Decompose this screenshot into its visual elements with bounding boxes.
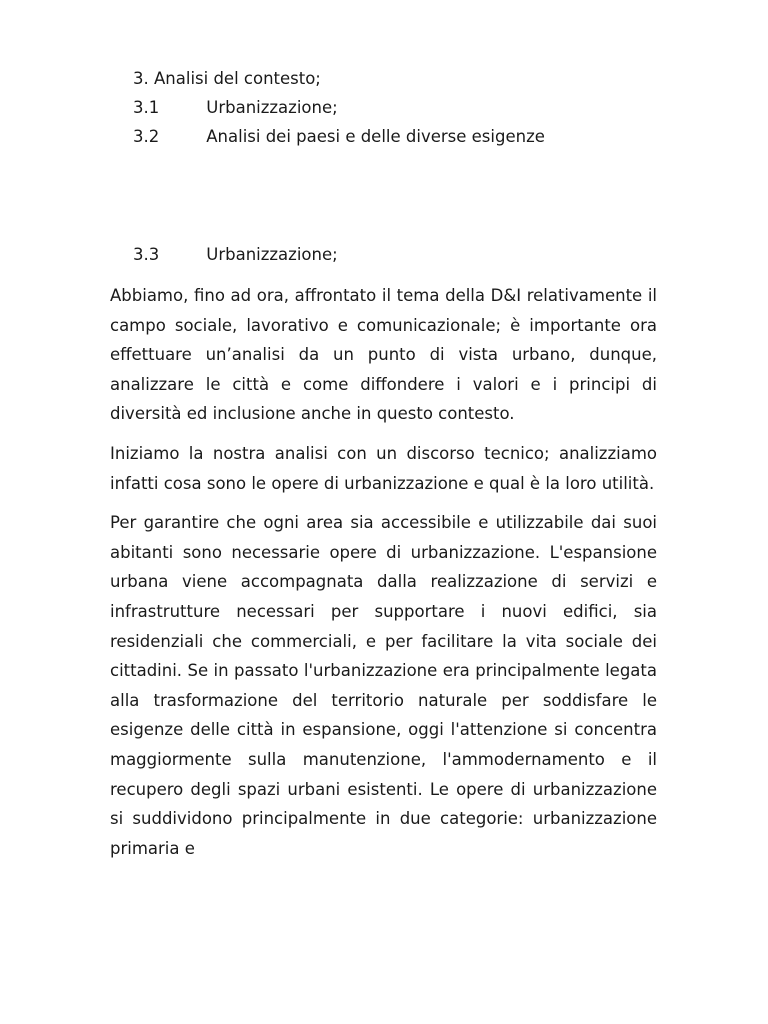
toc-item-3-1 xyxy=(133,93,338,123)
section-title: Urbanizzazione; xyxy=(206,245,338,264)
body-text xyxy=(110,281,657,873)
toc-item-3 xyxy=(133,64,321,94)
toc-number: 3. xyxy=(133,69,149,88)
toc-title: Analisi dei paesi e delle diverse esigenze xyxy=(206,127,545,146)
toc-number: 3.2 xyxy=(133,127,160,146)
toc-title: Analisi del contesto; xyxy=(154,69,321,88)
section-number: 3.3 xyxy=(133,245,160,264)
toc-item-3-2 xyxy=(133,122,545,152)
paragraph-intro: Abbiamo, fino ad ora, affrontato il tema della D&I relativamente il campo sociale, lavorativo e comunicazionale; è importante ora effettuare un’analisi da un punto di vista urbano, dunque, analizzare le città e come diffondere i valori e i principi di diversità ed inclusione anche in questo contesto. xyxy=(110,286,657,424)
paragraph-technical: Iniziamo la nostra analisi con un discorso tecnico; analizziamo infatti cosa sono le opere di urbanizzazione e qual è la loro utilità. xyxy=(110,443,657,493)
toc-title: Urbanizzazione; xyxy=(206,98,338,117)
toc-number: 3.1 xyxy=(133,98,160,117)
paragraph-urbanization: Per garantire che ogni area sia accessibile e utilizzabile dai suoi abitanti sono necessarie opere di urbanizzazione. L'espansione urbana viene accompagnata dalla realizzazione di servizi e infrastrutture necessari per supportare i nuovi edifici, sia residenziali che commerciali, e per facilitare la vita sociale dei cittadini. Se in passato l'urbanizzazione era principalmente legata alla trasformazione del territorio naturale per soddisfare le esigenze delle città in espansione, oggi l'attenzione si concentra maggiormente sulla manutenzione, l'ammodernamento e il recupero degli spazi urbani esistenti. Le opere di urbanizzazione si suddividono principalmente in due categorie: urbanizzazione primaria e xyxy=(110,513,657,858)
section-heading-3-3 xyxy=(133,240,338,270)
